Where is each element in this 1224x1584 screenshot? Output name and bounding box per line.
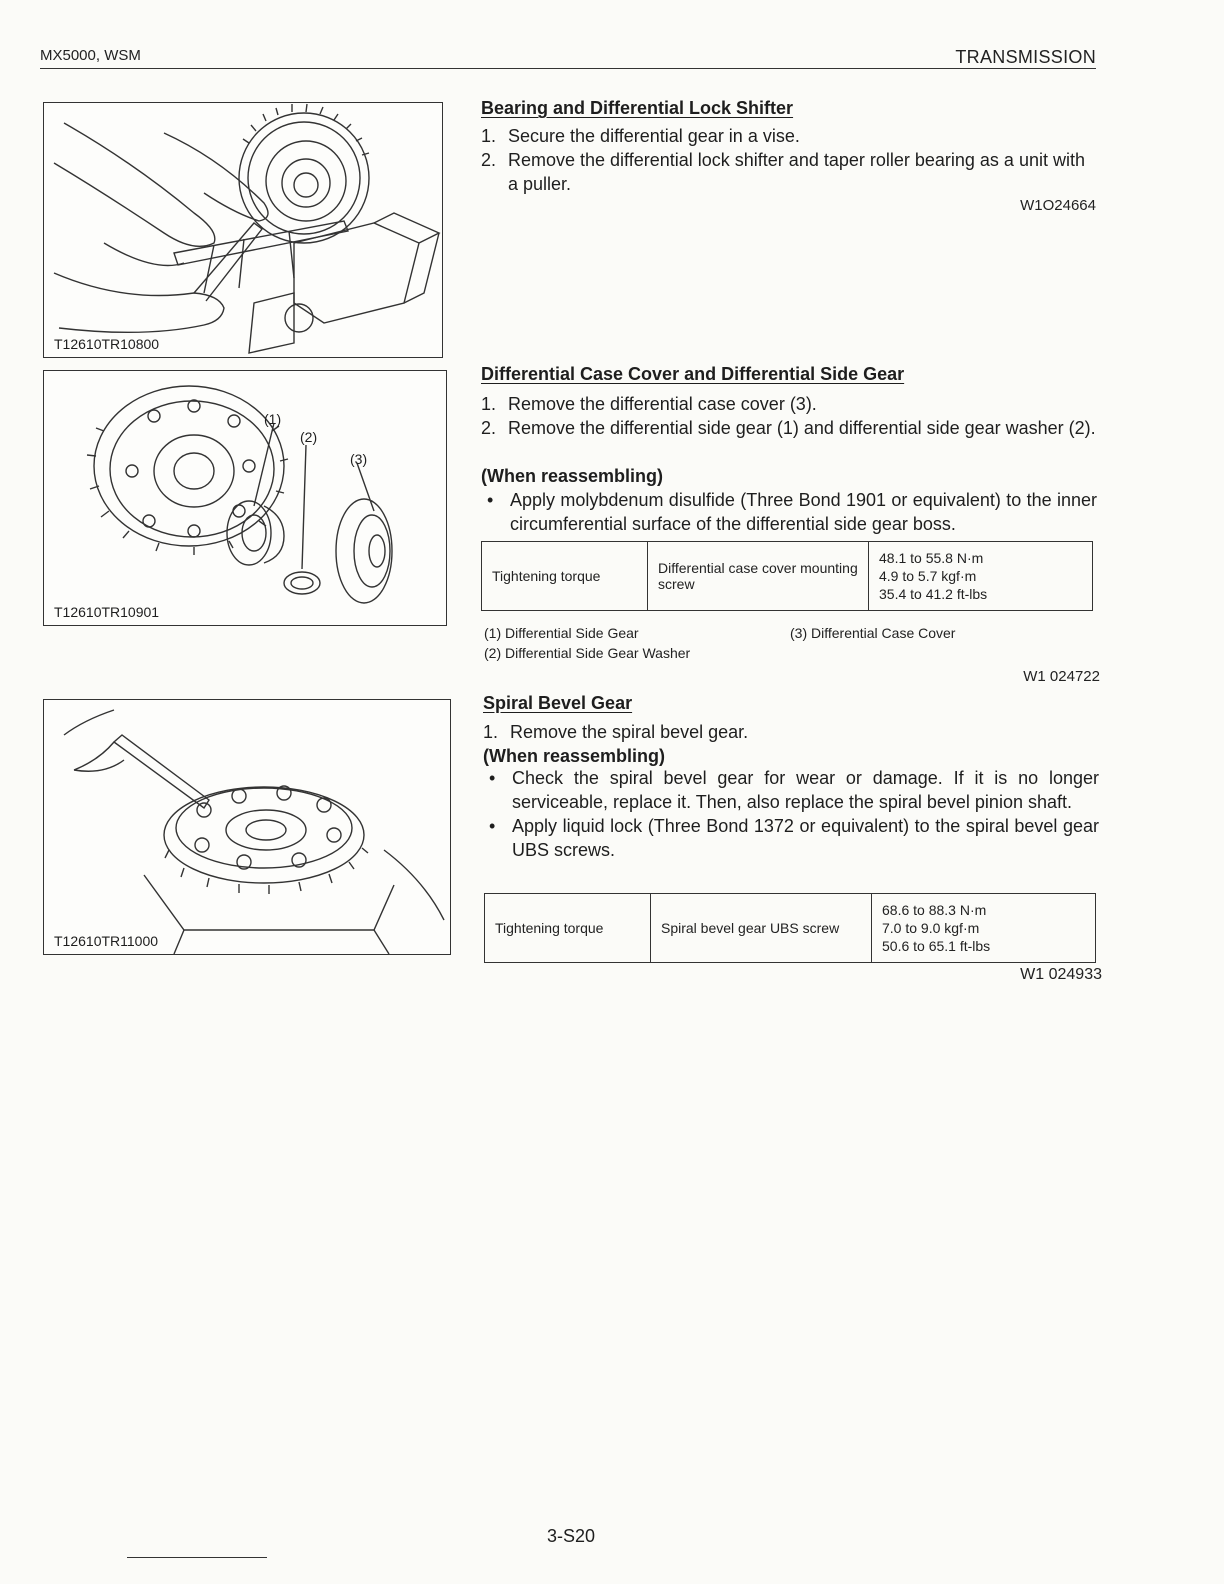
note-item: • Apply liquid lock (Three Bond 1372 or equivalent) to the spiral bevel gear UBS screws.	[483, 814, 1099, 862]
section-code: W1 024722	[1023, 668, 1100, 685]
note-item: • Check the spiral bevel gear for wear or damage. If it is no longer serviceable, replace it. Then, also replace the spiral bevel pinion shaft.	[483, 766, 1099, 814]
callout-2: (2)	[300, 429, 318, 445]
step-item: 2. Remove the differential lock shifter and taper roller bearing as a unit with a puller.	[481, 150, 1085, 194]
legend-item: (3) Differential Case Cover	[790, 625, 956, 641]
figure-spiral-bevel-gear-removal	[43, 699, 451, 955]
manual-title: MX5000, WSM	[40, 47, 141, 64]
callout-1: (1)	[264, 411, 282, 427]
step-item: 1. Remove the differential case cover (3).	[481, 394, 817, 414]
section-title-bearing-lock-shifter: Bearing and Differential Lock Shifter	[481, 98, 794, 118]
figure-puller-removal	[43, 102, 443, 358]
torque-table-case-cover	[481, 541, 1093, 611]
steps-case-cover-side-gear	[481, 392, 1097, 440]
section-code: W1O24664	[1020, 197, 1096, 214]
callout-3: (3)	[350, 451, 368, 467]
step-item: 2. Remove the differential side gear (1) and differential side gear washer (2).	[481, 418, 1096, 438]
side-gear-exploded-illustration	[44, 371, 446, 625]
section-title-spiral-bevel-gear: Spiral Bevel Gear	[483, 693, 633, 713]
step-item: 1. Remove the spiral bevel gear.	[483, 722, 749, 742]
torque-label: Tightening torque	[482, 542, 648, 611]
note-item: • Apply molybdenum disulfide (Three Bond 1901 or equivalent) to the inner circumferential surface of the differential side gear boss.	[481, 488, 1097, 536]
figure-code: T12610TR10901	[54, 604, 160, 620]
reassembling-notes	[483, 766, 1099, 862]
page-number: 3-S20	[547, 1526, 596, 1546]
figure-code: T12610TR10800	[54, 336, 160, 352]
torque-item: Differential case cover mounting screw	[648, 542, 869, 611]
legend-item: (2) Differential Side Gear Washer	[484, 645, 691, 661]
steps-spiral-bevel-gear	[483, 720, 1099, 744]
reassembling-notes	[481, 488, 1097, 536]
figure-code: T12610TR11000	[54, 933, 159, 949]
reassembling-heading: (When reassembling)	[483, 746, 666, 766]
torque-values: 48.1 to 55.8 N·m 4.9 to 5.7 kgf·m 35.4 to 41.2 ft-lbs	[869, 542, 1093, 611]
torque-label: Tightening torque	[485, 894, 651, 963]
footer-rule	[127, 1557, 267, 1558]
torque-item: Spiral bevel gear UBS screw	[651, 894, 872, 963]
reassembling-heading: (When reassembling)	[481, 466, 664, 486]
legend-item: (1) Differential Side Gear	[484, 625, 639, 641]
step-item: 1. Secure the differential gear in a vise.	[481, 126, 800, 146]
torque-table-spiral-bevel-gear	[484, 893, 1096, 963]
spiral-bevel-gear-illustration	[44, 700, 450, 954]
steps-bearing-lock-shifter	[481, 124, 1097, 196]
torque-values: 68.6 to 88.3 N·m 7.0 to 9.0 kgf·m 50.6 to 65.1 ft-lbs	[872, 894, 1096, 963]
puller-removal-illustration	[44, 103, 442, 357]
section-title-case-cover-side-gear: Differential Case Cover and Differential Side Gear	[481, 364, 905, 384]
chapter-title: TRANSMISSION	[955, 47, 1096, 67]
figure-side-gear-parts	[43, 370, 447, 626]
header-rule	[40, 68, 1096, 69]
section-code: W1 024933	[1020, 966, 1102, 983]
